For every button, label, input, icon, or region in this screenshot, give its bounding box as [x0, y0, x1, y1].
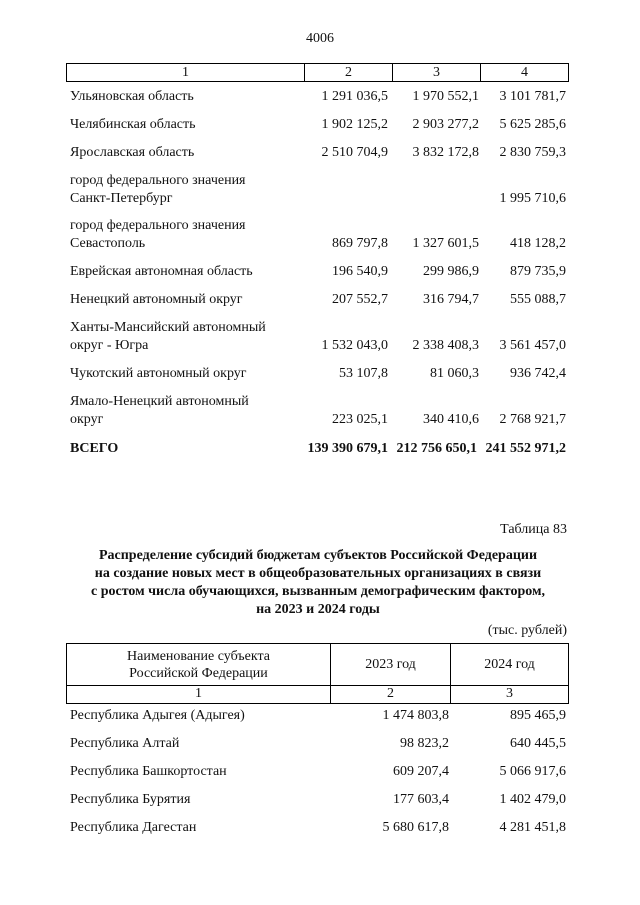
region-name	[70, 393, 290, 429]
table-title-line: Распределение субсидий бюджетам субъектов Российской Федерации	[98, 548, 538, 563]
header-num-2: 2	[331, 686, 451, 703]
region-name-line: округ	[70, 412, 104, 427]
value-2023: 177 603,4	[393, 792, 449, 807]
value-col2: 869 797,8	[332, 236, 388, 251]
header-subject-name	[67, 644, 331, 685]
region-name: Ненецкий автономный округ	[70, 292, 243, 307]
unit-label: (тыс. рублей)	[487, 623, 567, 638]
total-label: ВСЕГО	[70, 441, 119, 456]
region-name: Республика Дагестан	[70, 820, 197, 835]
region-name: Республика Бурятия	[70, 792, 191, 807]
region-name	[70, 217, 290, 253]
region-name-line: Севастополь	[70, 236, 146, 251]
value-col2: 1 532 043,0	[321, 338, 388, 353]
value-col4: 555 088,7	[510, 292, 566, 307]
value-2024: 4 281 451,8	[499, 820, 566, 835]
value-2024: 640 445,5	[510, 736, 566, 751]
value-col3: 299 986,9	[423, 264, 479, 279]
region-name-line: город федерального значения	[70, 218, 246, 233]
value-col2: 1 902 125,2	[321, 117, 388, 132]
value-col3: 2 903 277,2	[412, 117, 479, 132]
value-col4: 879 735,9	[510, 264, 566, 279]
value-2024: 1 402 479,0	[499, 792, 566, 807]
region-name: Республика Башкортостан	[70, 764, 227, 779]
value-col4: 2 830 759,3	[499, 145, 566, 160]
value-col4: 1 995 710,6	[499, 191, 566, 206]
region-name: Республика Адыгея (Адыгея)	[70, 708, 245, 723]
value-col2: 2 510 704,9	[321, 145, 388, 160]
header-subject-line: Российской Федерации	[129, 665, 268, 681]
value-col2: 53 107,8	[339, 366, 388, 381]
value-2023: 98 823,2	[400, 736, 449, 751]
table1-header-col1: 1	[67, 64, 305, 81]
total-col2: 139 390 679,1	[307, 441, 388, 456]
table-title-line: на создание новых мест в общеобразовательных организациях в связи	[94, 566, 542, 581]
value-col2: 207 552,7	[332, 292, 388, 307]
value-col4: 936 742,4	[510, 366, 566, 381]
total-col3: 212 756 650,1	[396, 441, 477, 456]
region-name-line: город федерального значения	[70, 173, 246, 188]
value-col4: 2 768 921,7	[499, 412, 566, 427]
value-col3: 81 060,3	[430, 366, 479, 381]
value-col4: 3 101 781,7	[499, 89, 566, 104]
region-name-line: Ханты-Мансийский автономный	[70, 320, 266, 335]
region-name	[70, 172, 290, 208]
region-name: Ульяновская область	[70, 89, 194, 104]
region-name: Еврейская автономная область	[70, 264, 253, 279]
region-name: Челябинская область	[70, 117, 196, 132]
region-name	[70, 319, 290, 355]
value-col3: 340 410,6	[423, 412, 479, 427]
table83-header-numbers	[67, 686, 568, 703]
value-2023: 1 474 803,8	[382, 708, 449, 723]
table1-header-col4: 4	[521, 65, 528, 80]
value-col2: 223 025,1	[332, 412, 388, 427]
value-col3: 316 794,7	[423, 292, 479, 307]
value-col4: 418 128,2	[510, 236, 566, 251]
total-col4: 241 552 971,2	[485, 441, 566, 456]
region-name: Ярославская область	[70, 145, 195, 160]
table-title-line: на 2023 и 2024 годы	[256, 602, 380, 617]
region-name: Республика Алтай	[70, 736, 180, 751]
table-title-line: с ростом числа обучающихся, вызванным демографическим фактором,	[90, 584, 546, 599]
header-year-2024: 2024 год	[484, 657, 535, 672]
table1-header-col2: 2	[305, 64, 393, 81]
region-name-line: Ямало-Ненецкий автономный	[70, 394, 249, 409]
value-col3: 2 338 408,3	[412, 338, 479, 353]
header-year-2023: 2023 год	[331, 644, 451, 685]
table1-header	[66, 63, 569, 82]
value-2024: 5 066 917,6	[499, 764, 566, 779]
value-col3: 1 970 552,1	[412, 89, 479, 104]
value-2023: 609 207,4	[393, 764, 449, 779]
value-col4: 5 625 285,6	[499, 117, 566, 132]
value-col3: 1 327 601,5	[412, 236, 479, 251]
region-name-line: округ - Югра	[70, 338, 149, 353]
region-name-line: Санкт-Петербург	[70, 191, 173, 206]
value-col2: 196 540,9	[332, 264, 388, 279]
page-number: 4006	[306, 31, 334, 46]
value-col2: 1 291 036,5	[321, 89, 388, 104]
table83-header-titles	[67, 644, 568, 686]
header-num-3: 3	[506, 686, 513, 701]
table-title	[60, 547, 576, 619]
table1-header-col3: 3	[393, 64, 481, 81]
table83-header	[66, 643, 569, 704]
table-number: Таблица 83	[500, 522, 567, 537]
header-num-1: 1	[67, 686, 331, 703]
value-col4: 3 561 457,0	[499, 338, 566, 353]
header-subject-line: Наименование субъекта	[127, 648, 270, 664]
value-2023: 5 680 617,8	[382, 820, 449, 835]
value-2024: 895 465,9	[510, 708, 566, 723]
region-name: Чукотский автономный округ	[70, 366, 247, 381]
value-col3: 3 832 172,8	[412, 145, 479, 160]
